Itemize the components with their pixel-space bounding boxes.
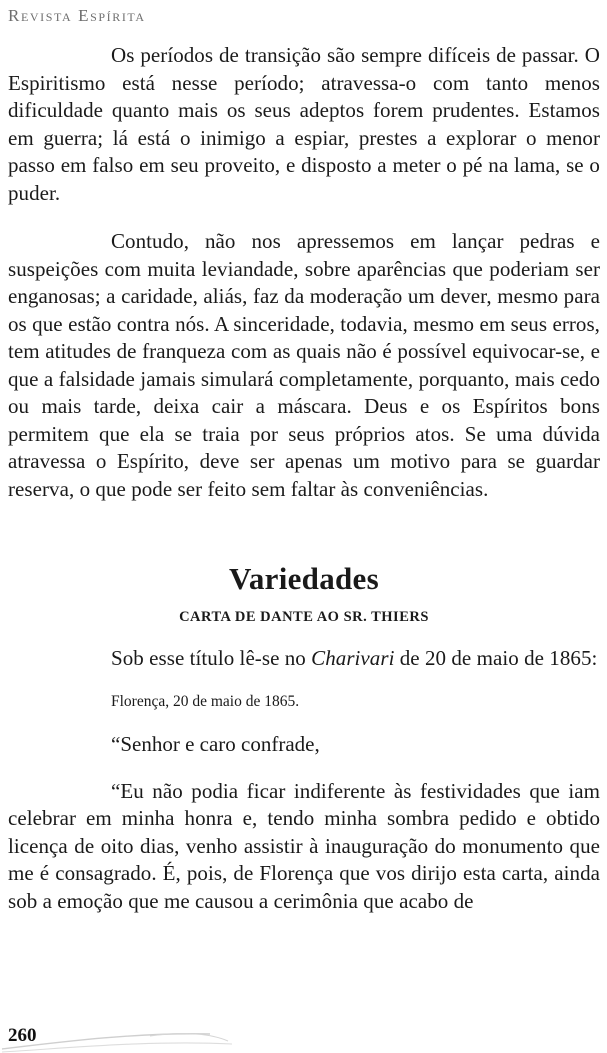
letter-dateline: Florença, 20 de maio de 1865. (111, 692, 300, 710)
page-number: 260 (8, 1025, 37, 1046)
intro-text-before: Sob esse título lê-se no (111, 646, 312, 670)
section-subtitle: CARTA DE DANTE AO SR. THIERS (179, 609, 429, 625)
letter-salutation: “Senhor e caro confrade, (111, 731, 320, 756)
intro-text-after: de 20 de maio de 1865: (394, 646, 598, 670)
running-head: Revista Espírita (8, 6, 146, 25)
intro-paragraph (8, 645, 600, 673)
body-paragraph: Contudo, não nos apressemos em lançar pedras e suspeições com muita leviandade, sobre aparências que poderiam ser enganosas; a caridade, aliás, faz da moderação um dever, mesmo para os que estão contra nós. A sinceridade, todavia, mesmo em seus erros, tem atitudes de franqueza com as quais não é possível equivocar-se, e que a falsidade jamais simulará completamente, porquanto, mais cedo ou mais tarde, deixa cair a máscara. Deus e os Espíritos bons permitem que ela se traia por seus próprios atos. Se uma dúvida atravessa o Espírito, deve ser apenas um motivo para se guardar reserva, o que pode ser feito sem faltar às conveniências. (8, 229, 600, 501)
section-title: Variedades (229, 561, 379, 596)
page-footer (0, 1018, 607, 1053)
body-paragraph: Os períodos de transição são sempre difíceis de passar. O Espiritismo está nesse período; atravessa-o com tanto menos dificuldade quanto mais os seus adeptos forem prudentes. Estamos em guerra; lá está o inimigo a espiar, prestes a explorar o menor passo em falso em seu proveito, e disposto a meter o pé na lama, se o puder. (8, 43, 600, 205)
letter-paragraph: “Eu não podia ficar indiferente às festividades que iam celebrar em minha honra e, tendo minha sombra pedido e obtido licença de oito dias, venho assistir à inauguração do monumento que me é consagrado. É, pois, de Florença que vos dirijo esta carta, ainda sob a emoção que me causou a cerimônia que acabo de (8, 778, 600, 913)
publication-name: Charivari (311, 646, 395, 670)
page-body (8, 42, 600, 915)
